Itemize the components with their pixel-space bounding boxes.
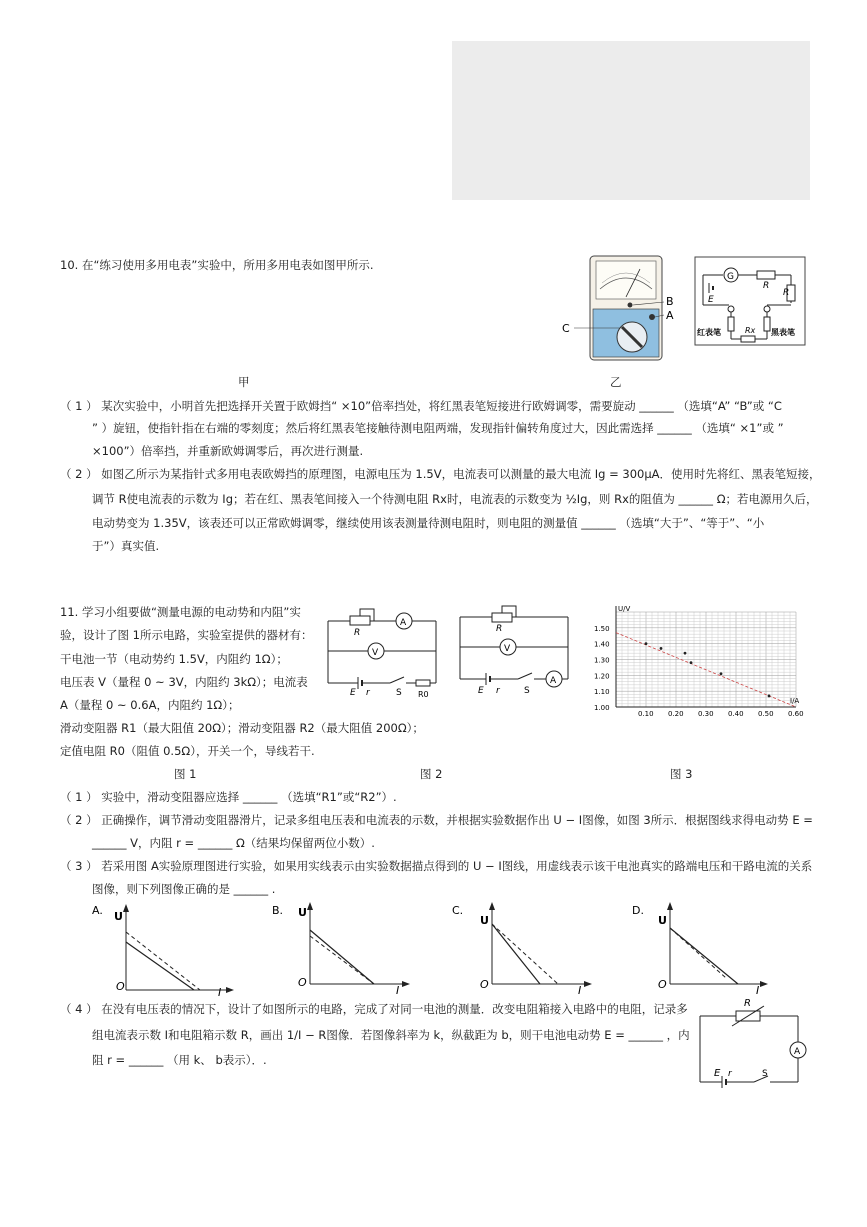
q11-p1: （ 1 ） 实验中，滑动变阻器应选择 ______ （选填“R1”或“R2”）. [60,790,397,804]
x-tick-label: 0.20 [668,710,684,718]
label-b: B [666,295,674,308]
q10-p1-line2: ” ）旋钮，使指针指在右端的零刻度；然后将红黑表笔接触待测电阻两端，发现指针偏转角度过大，因此需选择 ______ （选填“ ×1”或 ” [92,421,784,435]
fig2-voltmeter-label: V [504,644,511,654]
fig-jia-label: 甲 [238,375,250,389]
emf-label: E [708,295,714,305]
option-a-i: I [218,986,222,999]
data-point [645,642,648,645]
ohmmeter-circuit-figure [693,255,809,350]
option-a-u: U [114,910,123,923]
q11-stem-line6: 滑动变阻器 R1（最大阻值 20Ω）；滑动变阻器 R2（最大阻值 200Ω）； [60,721,424,735]
q11-stem-line4: 电压表 V（量程 0 ~ 3V，内阻约 3kΩ）；电流表 [60,675,308,689]
q10-p1-line3: ×100”）倍率挡，并重新欧姆调零后，再次进行测量. [92,444,364,458]
option-b-o: O [298,976,307,989]
q10-p2-line2: 调节 R使电流表的示数为 Ig；若在红、黑表笔间接入一个待测电阻 Rx时，电流表的示数变为 ½Ig，则 Rx的阻值为 ______ Ω；若电源用久后， [92,492,818,506]
black-probe-label: 黑表笔 [771,328,795,337]
fig4-ammeter-label: A [794,1047,801,1057]
q11-stem-line7: 定值电阻 R0（阻值 0.5Ω），开关一个，导线若干. [60,744,315,758]
q10-stem: 10. 在“练习使用多用电表”实验中，所用多用电表如图甲所示. [60,258,374,272]
fig4-e-label: E [714,1068,721,1079]
q11-stem-line2: 验，设计了图 1所示电路，实验室提供的器材有： [60,628,313,642]
fig1-caption: 图 1 [174,767,197,781]
data-point [720,672,723,675]
q11-p4-line1: （ 4 ） 在没有电压表的情况下，设计了如图所示的电路，完成了对同一电池的测量．改变电阻箱接入电路中的电阻，记录多 [60,1002,688,1016]
option-b-label: B. [272,904,284,917]
chart-grid [616,612,796,707]
fig2-s-label: S [524,686,530,696]
fig4-rin-label: r [728,1069,732,1079]
red-probe-label: 红表笔 [697,328,721,337]
option-d-graph [630,902,780,997]
multimeter-figure [560,253,674,365]
q11-p2-line1: （ 2 ） 正确操作，调节滑动变阻器滑片，记录多组电压表和电流表的示数，并根据实验数据作出 U − I图像，如图 3所示．根据图线求得电动势 E = [60,813,813,827]
galvanometer-label: G [727,272,734,282]
resistor-label: R [783,288,790,298]
data-point [660,647,663,650]
rx-label: Rx [745,326,756,335]
option-d-label: D. [632,904,644,917]
fig2-e-label: E [478,686,484,696]
q10-p2-line3: 电动势变为 1.35V，该表还可以正常欧姆调零，继续使用该表测量待测电阻时，则电阻的测量值 ______ （选填“大于”、“等于”、“小 [92,516,765,530]
option-c-o: O [480,978,489,991]
ui-chart [588,600,810,720]
fig1-e-label: E [350,688,356,698]
option-b-graph [270,902,420,997]
option-d-u: U [658,914,667,927]
x-tick-label: 0.50 [758,710,774,718]
y-tick-label: 1.30 [594,656,610,665]
fig1-s-label: S [396,688,402,698]
label-c: C [562,322,570,335]
q11-stem-line3: 干电池一节（电动势约 1.5V，内阻约 1Ω）； [60,652,288,666]
option-b-u: U [298,906,307,919]
option-c-i: I [578,984,582,997]
q10-p1-line1: （ 1 ） 某次实验中，小明首先把选择开关置于欧姆挡“ ×10”倍率挡处，将红黑表笔短接进行欧姆调零，需要旋动 ______ （选填“A” “B”或 “C [60,399,782,413]
q11-stem-line1: 11. 学习小组要做“测量电源的电动势和内阻”实 [60,605,301,619]
option-d-i: I [756,984,760,997]
option-c-graph [450,902,600,997]
label-a: A [666,309,674,322]
q11-p2-line2: ______ V，内阻 r = ______ Ω（结果均保留两位小数）. [92,836,375,850]
fig2-ammeter-label: A [550,676,557,686]
option-a-label: A. [92,904,103,917]
x-tick-label: 0.30 [698,710,714,718]
fig1-r-label: R [354,628,361,638]
fig1-rin-label: r [366,688,370,698]
data-point [768,695,771,698]
fig1-r0-label: R0 [418,690,429,699]
option-d-o: O [658,978,667,991]
y-tick-label: 1.50 [594,624,610,633]
fig2-rin-label: r [496,686,500,696]
option-b-i: I [396,984,400,997]
fig1-ammeter-label: A [400,618,407,628]
q10-p2-line4: 于”）真实值. [92,539,160,553]
q11-p4-line3: 阻 r = ______ （用 k、 b表示）．. [92,1053,267,1067]
x-axis-label: I/A [790,697,800,705]
circuit-figure-4 [694,996,810,1088]
fig-yi-label: 乙 [610,375,622,389]
rheostat-label: R [763,281,770,291]
x-tick-label: 0.40 [728,710,744,718]
fig1-voltmeter-label: V [372,648,379,658]
option-a-graph [90,902,240,997]
option-c-label: C. [452,904,464,917]
q11-p3-line2: 图像，则下列图像正确的是 ______ . [92,882,276,896]
origin-label: 1.00 [594,704,610,712]
fig2-caption: 图 2 [420,767,443,781]
circuit-figure-2 [456,603,574,698]
circuit-figure-1 [324,603,442,698]
data-point [690,661,693,664]
fig2-r-label: R [496,624,503,634]
x-tick-label: 0.10 [638,710,654,718]
option-c-u: U [480,914,489,927]
fig4-s-label: S [762,1069,768,1079]
q10-p2-line1: （ 2 ） 如图乙所示为某指针式多用电表欧姆挡的原理图，电源电压为 1.5V，电流表可以测量的最大电流 Ig = 300μA．使用时先将红、黑表笔短接， [60,467,821,481]
fig4-r-label: R [744,998,751,1009]
x-tick-label: 0.60 [788,710,804,718]
image-placeholder [452,41,810,200]
y-tick-label: 1.20 [594,672,610,681]
fig3-caption: 图 3 [670,767,693,781]
y-tick-label: 1.10 [594,688,610,697]
option-a-o: O [116,980,125,993]
y-tick-label: 1.40 [594,640,610,649]
q11-stem-line5: A（量程 0 ~ 0.6A，内阻约 1Ω）； [60,698,240,712]
q11-p4-line2: 组电流表示数 I和电阻箱示数 R，画出 1/I − R图像．若图像斜率为 k，纵截距为 b，则干电池电动势 E = ______ ，内 [92,1028,690,1042]
y-axis-label: U/V [618,605,631,613]
data-point [684,652,687,655]
q11-p3-line1: （ 3 ） 若采用图 A实验原理图进行实验，如果用实线表示由实验数据描点得到的 U − I图线，用虚线表示该干电池真实的路端电压和干路电流的关系 [60,859,813,873]
